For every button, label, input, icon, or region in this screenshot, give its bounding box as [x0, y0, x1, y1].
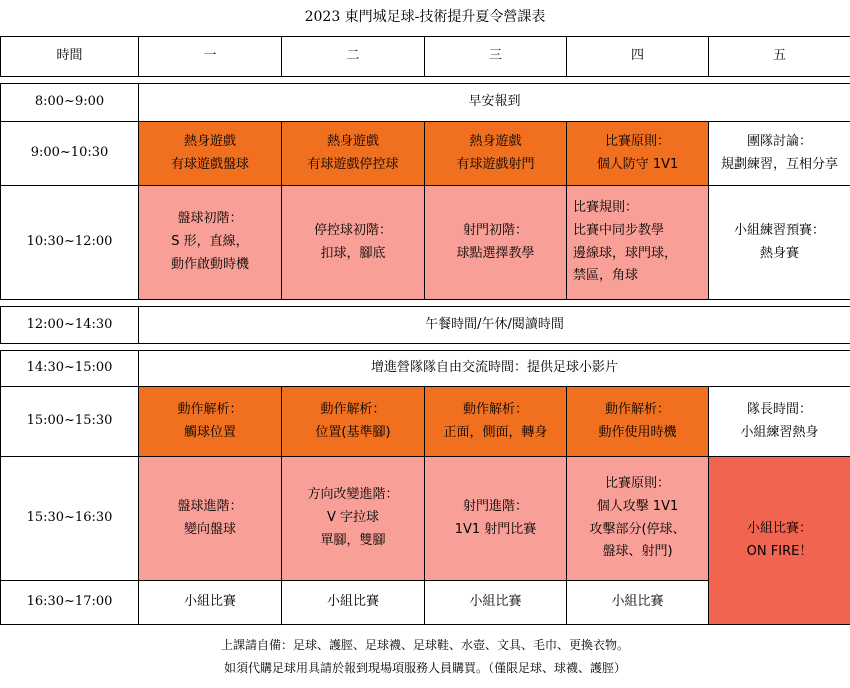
time-cell: 14:30~15:00: [1, 351, 139, 387]
header-row: [1, 37, 850, 77]
activity-cell: 射門進階： 1V1 射門比賽: [425, 457, 567, 581]
activity-cell: 盤球進階： 變向盤球: [139, 457, 282, 581]
activity-cell: 動作解析： 位置(基準腳): [282, 387, 425, 457]
activity-cell: 比賽原則： 個人防守 1V1: [567, 122, 709, 186]
time-cell: 12:00~14:30: [1, 307, 139, 344]
activity-cell: 小組比賽: [282, 581, 425, 625]
time-cell: 10:30~12:00: [1, 186, 139, 300]
note-line: 如須代購足球用具請於報到現場項服務人員購買。（僅限足球、球襪、護脛）: [223, 660, 626, 675]
table-row: [1, 122, 850, 186]
header-time: 時間: [1, 37, 139, 77]
time-cell: 9:00~10:30: [1, 122, 139, 186]
header-day-4: 四: [567, 37, 709, 77]
activity-cell: 隊長時間： 小組練習熱身: [709, 387, 850, 457]
notes: [0, 634, 850, 680]
activity-cell: 方向改變進階： V 字拉球 單腳，雙腳: [282, 457, 425, 581]
table-row: [1, 457, 850, 581]
activity-cell: 熱身遊戲 有球遊戲停控球: [282, 122, 425, 186]
activity-cell: 小組比賽: [567, 581, 709, 625]
time-cell: 16:30~17:00: [1, 581, 139, 625]
time-cell: 8:00~9:00: [1, 84, 139, 122]
activity-cell: 熱身遊戲 有球遊戲射門: [425, 122, 567, 186]
activity-cell: 動作解析： 觸球位置: [139, 387, 282, 457]
activity-cell: 熱身遊戲 有球遊戲盤球: [139, 122, 282, 186]
activity-cell: 比賽規則： 比賽中同步教學 邊線球，球門球， 禁區，角球: [567, 186, 709, 300]
activity-cell: 小組練習預賽： 熱身賽: [709, 186, 850, 300]
table-row: [1, 84, 850, 122]
activity-cell: 小組比賽: [139, 581, 282, 625]
table-row: [1, 186, 850, 300]
table-row: [1, 387, 850, 457]
activity-cell: 盤球初階： S 形，直線， 動作啟動時機: [139, 186, 282, 300]
header-day-3: 三: [425, 37, 567, 77]
activity-cell: 射門初階： 球點選擇教學: [425, 186, 567, 300]
header-day-2: 二: [282, 37, 425, 77]
schedule-table: [0, 36, 850, 625]
activity-cell: 小組比賽： ON FIRE！: [709, 457, 850, 625]
span-cell: 早安報到: [139, 84, 850, 122]
activity-cell: 動作解析： 動作使用時機: [567, 387, 709, 457]
activity-cell: 動作解析： 正面，側面，轉身: [425, 387, 567, 457]
activity-cell: 停控球初階： 扣球，腳底: [282, 186, 425, 300]
span-cell: 午餐時間/午休/閱讀時間: [139, 307, 850, 344]
activity-cell: 小組比賽: [425, 581, 567, 625]
activity-cell: 團隊討論： 規劃練習，互相分享: [709, 122, 850, 186]
header-day-5: 五: [709, 37, 850, 77]
span-cell: 增進營隊隊自由交流時間：提供足球小影片: [139, 351, 850, 387]
schedule-title: 2023 東門城足球-技術提升夏令營課表: [304, 9, 546, 25]
table-row: [1, 351, 850, 387]
time-cell: 15:00~15:30: [1, 387, 139, 457]
header-day-1: 一: [139, 37, 282, 77]
note-line: 上課請自備：足球、護脛、足球襪、足球鞋、水壺、文具、毛巾、更換衣物。: [220, 638, 629, 652]
table-row: [1, 307, 850, 344]
activity-cell: 比賽原則： 個人攻擊 1V1 攻擊部分(停球、 盤球、射門): [567, 457, 709, 581]
time-cell: 15:30~16:30: [1, 457, 139, 581]
